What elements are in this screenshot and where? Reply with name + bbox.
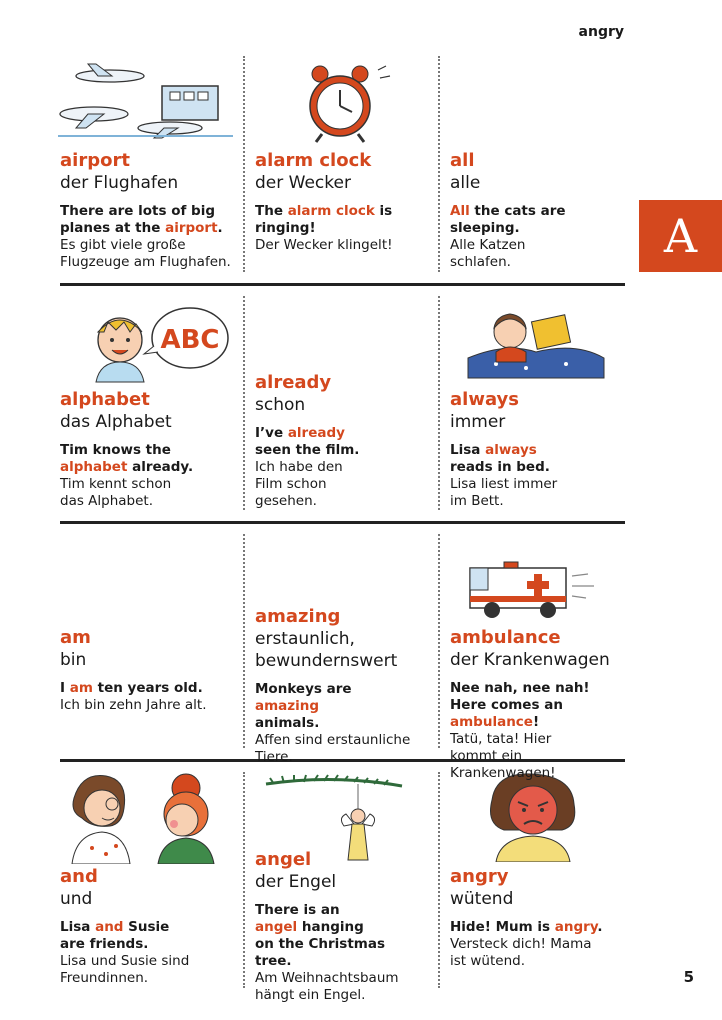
column-divider (438, 772, 440, 988)
column-divider (243, 56, 245, 272)
example-english: Nee nah, nee nah! Here comes an ambulance! (450, 680, 590, 730)
example-english: The alarm clock is ringing! (255, 203, 393, 236)
entry-angry (450, 866, 610, 970)
entry-am (60, 627, 242, 714)
example-german: Ich habe den Film schon gesehen. (255, 459, 343, 509)
example-german: Affen sind erstaunliche Tiere. (255, 732, 411, 765)
entry-translation: bin (60, 650, 87, 670)
example-german: Alle Katzen schlafen. (450, 237, 526, 270)
column-divider (243, 296, 245, 510)
entry-alarm-clock (255, 150, 437, 254)
girl-reading-illustration (466, 302, 606, 382)
entry-translation: und (60, 889, 93, 909)
entry-and (60, 866, 242, 987)
example-english: All the cats are sleeping. (450, 203, 566, 236)
column-divider (438, 56, 440, 272)
example-german: Versteck dich! Mama ist wütend. (450, 936, 592, 969)
ambulance-illustration (464, 556, 604, 624)
angry-woman-illustration (478, 770, 588, 862)
example-german: Lisa und Susie sind Freundinnen. (60, 953, 190, 986)
entry-always (450, 389, 600, 510)
two-girls-illustration (62, 768, 232, 864)
alphabet-bubble-text: ABC (160, 325, 220, 355)
column-divider (243, 534, 245, 748)
entry-word: ambulance (450, 627, 561, 648)
entry-translation: erstaunlich, bewundernswert (255, 629, 398, 671)
example-german: Tatü, tata! Hier kommt ein Krankenwagen! (450, 731, 556, 781)
example-english: I am ten years old. (60, 680, 203, 696)
guide-word: angry (578, 24, 624, 40)
airport-illustration (58, 62, 233, 142)
column-divider (243, 772, 245, 988)
example-german: Tim kennt schon das Alphabet. (60, 476, 172, 509)
entry-amazing (255, 606, 437, 766)
example-english: Lisa always reads in bed. (450, 442, 550, 475)
boy-alphabet-illustration (90, 302, 230, 384)
entry-word: angel (255, 849, 312, 870)
column-divider (438, 296, 440, 510)
entry-translation: wütend (450, 889, 514, 909)
entry-word: am (60, 627, 91, 648)
example-english: Monkeys are amazing animals. (255, 681, 352, 731)
entry-word: angry (450, 866, 509, 887)
entry-alphabet (60, 389, 242, 510)
entry-word: and (60, 866, 98, 887)
example-german: Der Wecker klingelt! (255, 237, 393, 253)
entry-angel (255, 849, 437, 1004)
entry-all (450, 150, 600, 271)
example-german: Am Weihnachtsbaum hängt ein Engel. (255, 970, 399, 1003)
entry-word: amazing (255, 606, 341, 627)
example-english: There are lots of big planes at the airport. (60, 203, 223, 236)
entry-translation: immer (450, 412, 506, 432)
example-german: Es gibt viele große Flugzeuge am Flughafen. (60, 237, 231, 270)
entry-translation: der Flughafen (60, 173, 179, 193)
row-divider (60, 283, 625, 286)
entry-word: alarm clock (255, 150, 372, 171)
entry-translation: schon (255, 395, 306, 415)
entry-translation: alle (450, 173, 481, 193)
example-german: Lisa liest immer im Bett. (450, 476, 558, 509)
entry-translation: der Krankenwagen (450, 650, 610, 670)
entry-word: always (450, 389, 519, 410)
row-divider (60, 521, 625, 524)
example-english: Hide! Mum is angry. (450, 919, 603, 935)
entry-translation: der Wecker (255, 173, 351, 193)
alarm-clock-illustration (298, 64, 398, 146)
entry-already (255, 372, 437, 510)
example-english: Lisa and Susie are friends. (60, 919, 170, 952)
example-english: I’ve already seen the film. (255, 425, 360, 458)
example-english: There is an angel hanging on the Christmas tree. (255, 902, 386, 969)
page-number: 5 (683, 968, 694, 986)
entry-word: all (450, 150, 475, 171)
entry-airport (60, 150, 242, 271)
letter-tab: A (639, 200, 722, 272)
entry-ambulance (450, 627, 628, 782)
entry-word: already (255, 372, 332, 393)
example-english: Tim knows the alphabet already. (60, 442, 194, 475)
column-divider (438, 534, 440, 748)
example-german: Ich bin zehn Jahre alt. (60, 697, 207, 713)
entry-translation: das Alphabet (60, 412, 172, 432)
entry-word: alphabet (60, 389, 150, 410)
entry-translation: der Engel (255, 872, 337, 892)
entry-word: airport (60, 150, 130, 171)
